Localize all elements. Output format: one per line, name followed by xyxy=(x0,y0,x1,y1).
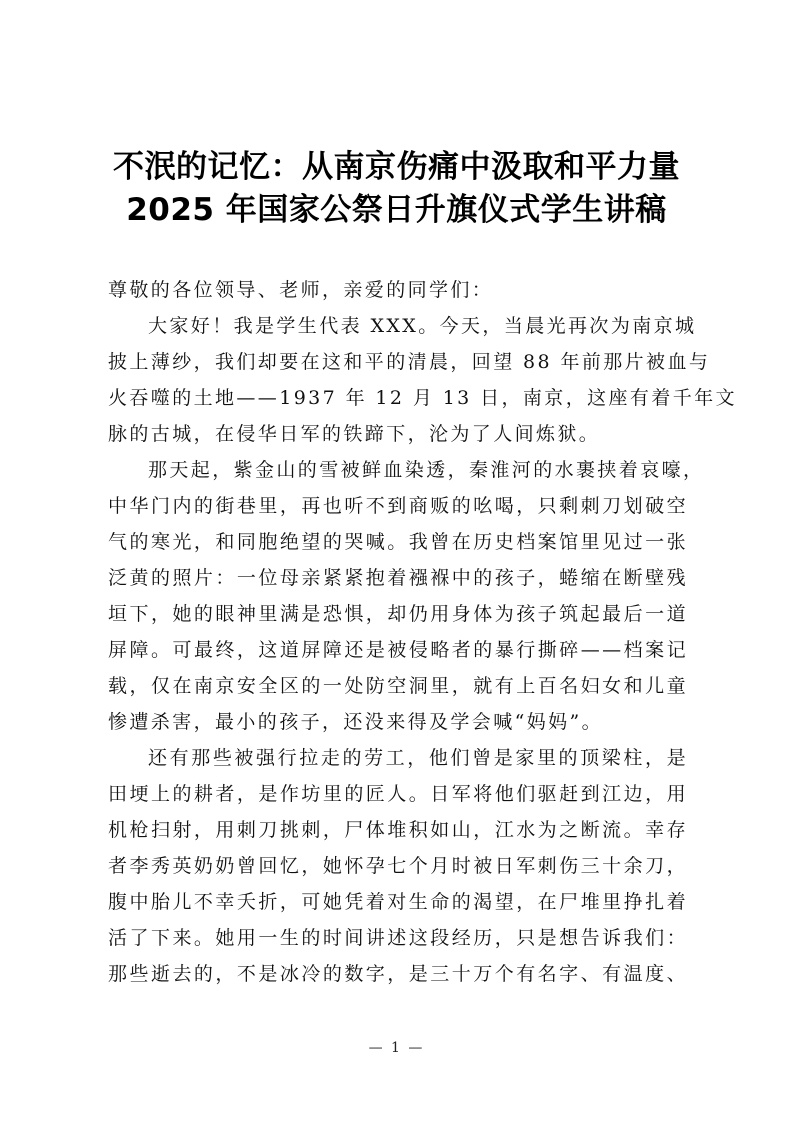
paragraph-line: 气的寒光，和同胞绝望的哭喊。我曾在历史档案馆里见过一张 xyxy=(108,531,688,553)
document-title xyxy=(60,146,733,232)
paragraph-line: 那些逝去的，不是冰冷的数字，是三十万个有名字、有温度、 xyxy=(108,963,688,985)
paragraph-line: 者李秀英奶奶曾回忆，她怀孕七个月时被日军刺伤三十余刀， xyxy=(108,855,688,877)
paragraph-2 xyxy=(108,452,705,740)
page-number: — 1 — xyxy=(368,1040,425,1056)
paragraph-line: 机枪扫射，用刺刀挑刺，尸体堆积如山，江水为之断流。幸存 xyxy=(108,819,688,841)
paragraph-line: 载，仅在南京安全区的一处防空洞里，就有上百名妇女和儿童 xyxy=(108,675,688,697)
document-body xyxy=(108,272,737,992)
paragraph-line: 那天起，紫金山的雪被鲜血染透，秦淮河的水裹挟着哀嚎， xyxy=(148,459,705,481)
paragraph-line: 屏障。可最终，这道屏障还是被侵略者的暴行撕碎——档案记 xyxy=(108,639,688,661)
paragraph-line: 还有那些被强行拉走的劳工，他们曾是家里的顶梁柱，是 xyxy=(148,747,688,769)
paragraph-line: 垣下，她的眼神里满是恐惧，却仍用身体为孩子筑起最后一道 xyxy=(108,603,688,625)
paragraph-line: 大家好！我是学生代表 XXX。今天，当晨光再次为南京城 xyxy=(148,315,697,337)
title-line-main: 不泯的记忆：从南京伤痛中汲取和平力量 xyxy=(113,149,680,185)
paragraph-line: 田埂上的耕者，是作坊里的匠人。日军将他们驱赶到江边，用 xyxy=(108,783,688,805)
paragraph-line: 泛黄的照片：一位母亲紧紧抱着襁褓中的孩子，蜷缩在断壁残 xyxy=(108,567,688,589)
paragraph-line: 中华门内的街巷里，再也听不到商贩的吆喝，只剩刺刀划破空 xyxy=(108,495,688,517)
paragraph-1 xyxy=(108,308,737,452)
paragraph-3 xyxy=(108,740,688,992)
paragraph-line: 腹中胎儿不幸夭折，可她凭着对生命的渴望，在尸堆里挣扎着 xyxy=(108,891,688,913)
paragraph-line: 活了下来。她用一生的时间讲述这段经历，只是想告诉我们： xyxy=(108,927,688,949)
paragraph-line: 披上薄纱，我们却要在这和平的清晨，回望 88 年前那片被血与 xyxy=(108,351,711,373)
paragraph-line: 火吞噬的土地——1937 年 12 月 13 日，南京，这座有着千年文 xyxy=(108,387,737,409)
title-line-subtitle: 2025 年国家公祭日升旗仪式学生讲稿 xyxy=(126,192,667,228)
paragraph-line: 脉的古城，在侵华日军的铁蹄下，沦为了人间炼狱。 xyxy=(108,423,601,445)
paragraph-line: 惨遭杀害，最小的孩子，还没来得及学会喊“妈妈”。 xyxy=(108,711,604,733)
salutation: 尊敬的各位领导、老师，亲爱的同学们： xyxy=(108,279,494,301)
